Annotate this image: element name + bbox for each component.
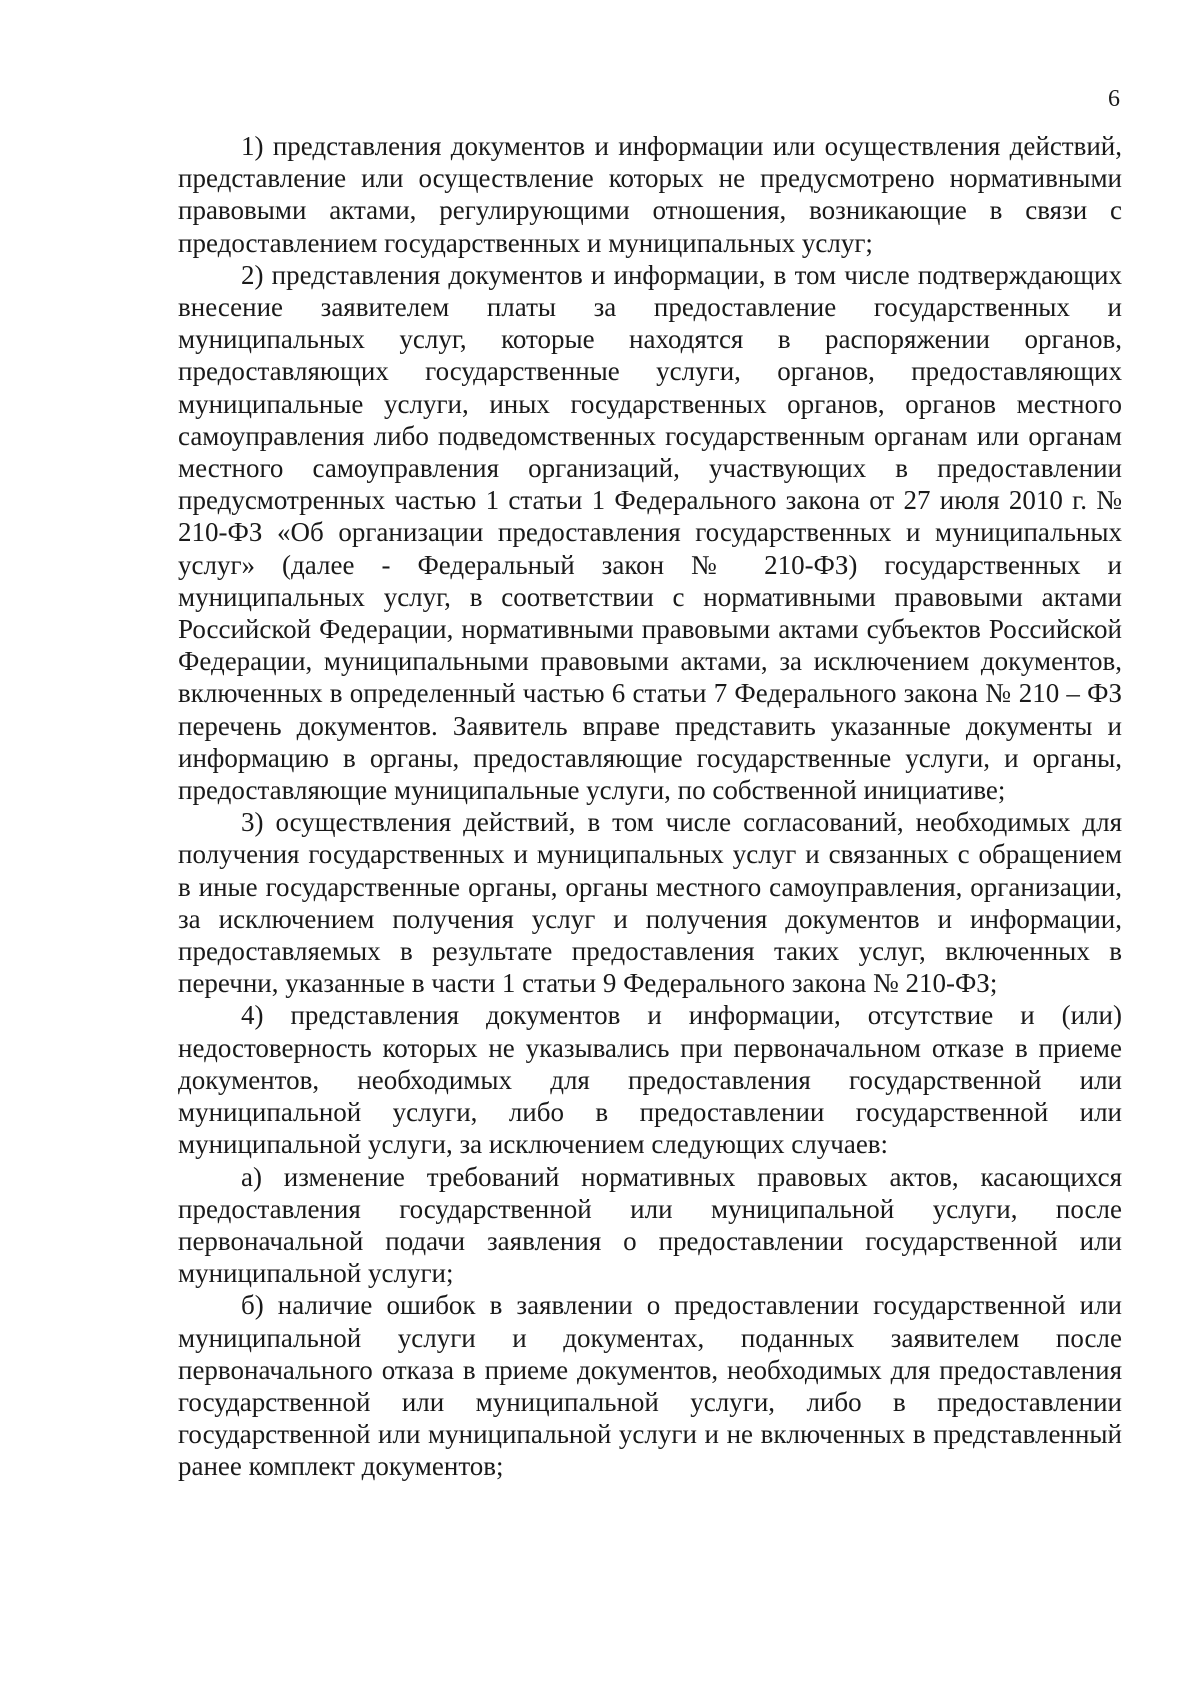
paragraph-3: 3) осуществления действий, в том числе согласований, необходимых для получения государственных и муниципальных услуг и связанных с обращением в иные государственные органы, органы местного самоуправления, организации, за исключением получения услуг и получения документов и информации, предоставляемых в результате предоставления таких услуг, включенных в перечни, указанные в части 1 статьи 9 Федерального закона № 210-ФЗ;	[178, 807, 1122, 999]
page-number: 6	[1108, 86, 1120, 112]
paragraph-4b: б) наличие ошибок в заявлении о предоставлении государственной или муниципальной услуги и документах, поданных заявителем после первоначального отказа в приеме документов, необходимых для предоставления государственной или муниципальной услуги, либо в предоставлении государственной или муниципальной услуги и не включенных в представленный ранее комплект документов;	[178, 1290, 1122, 1482]
paragraph-1: 1) представления документов и информации или осуществления действий, представление или осуществление которых не предусмотрено нормативными правовыми актами, регулирующими отношения, возникающие в связи с предоставлением государственных и муниципальных услуг;	[178, 131, 1122, 258]
paragraph-4a: а) изменение требований нормативных правовых актов, касающихся предоставления государственной или муниципальной услуги, после первоначальной подачи заявления о предоставлении государственной или муниципальной услуги;	[178, 1161, 1122, 1289]
paragraph-2: 2) представления документов и информации, в том числе подтверждающих внесение заявителем платы за предоставление государственных и муниципальных услуг, которые находятся в распоряжении органов, предоставляющих государственные услуги, органов, предоставляющих муниципальные услуги, иных государственных органов, органов местного самоуправления либо подведомственных государственным органам или органам местного самоуправления организаций, участвующих в предоставлении предусмотренных частью 1 статьи 1 Федерального закона от 27 июля 2010 г. № 210-ФЗ «Об организации предоставления государственных и муниципальных услуг» (далее - Федеральный закон № 210-ФЗ) государственных и муниципальных услуг, в соответствии с нормативными правовыми актами Российской Федерации, нормативными правовыми актами субъектов Российской Федерации, муниципальными правовыми актами, за исключением документов, включенных в определенный частью 6 статьи 7 Федерального закона № 210 – ФЗ перечень документов. Заявитель вправе представить указанные документы и информацию в органы, предоставляющие государственные услуги, и органы, предоставляющие муниципальные услуги, по собственной инициативе;	[178, 259, 1122, 806]
paragraph-4: 4) представления документов и информации, отсутствие и (или) недостоверность которых не указывались при первоначальном отказе в приеме документов, необходимых для предоставления государственной или муниципальной услуги, либо в предоставлении государственной или муниципальной услуги, за исключением следующих случаев:	[178, 1000, 1122, 1160]
document-body	[178, 130, 1122, 1483]
